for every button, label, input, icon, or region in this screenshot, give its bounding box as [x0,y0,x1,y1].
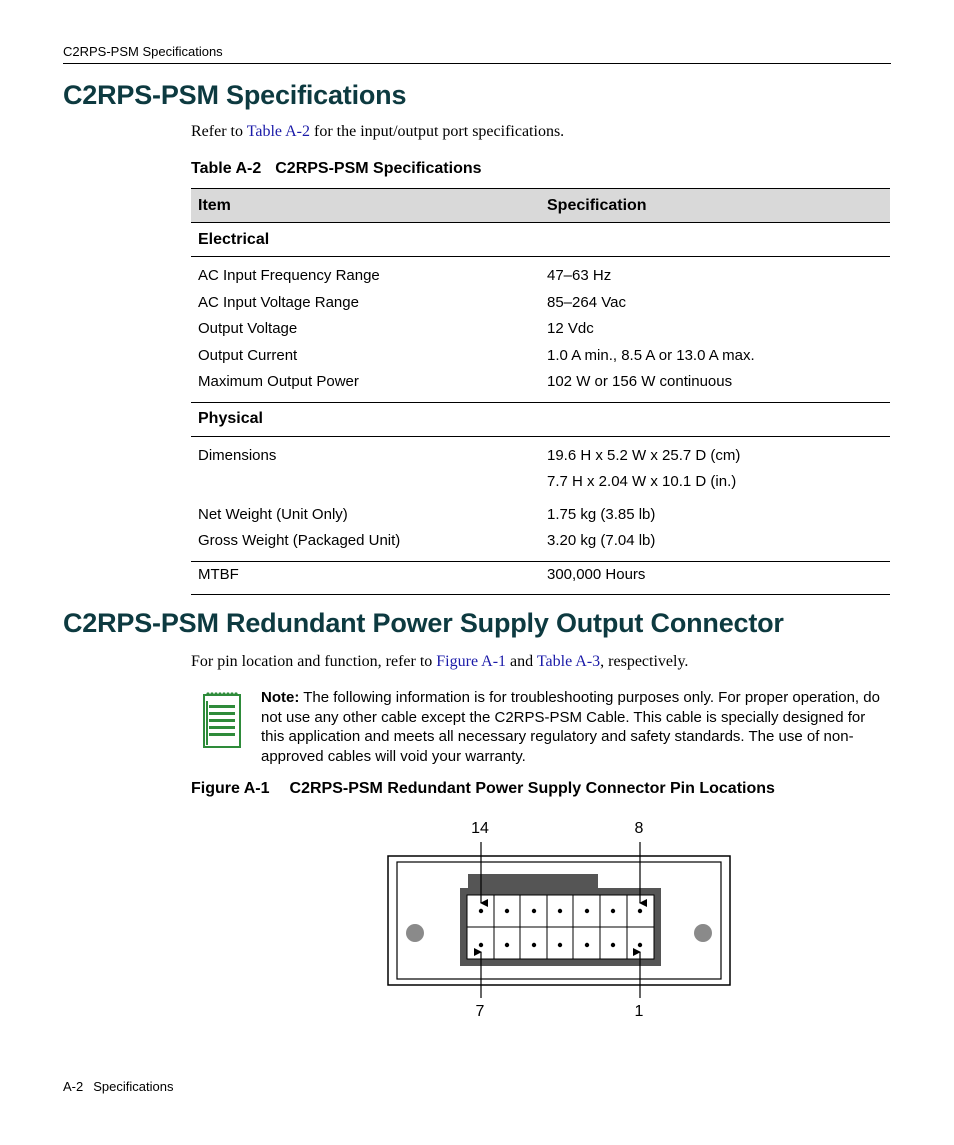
pin-label-1: 1 [634,1003,644,1020]
figure-a1-link[interactable]: Figure A-1 [436,653,507,670]
item-cell: Output Voltage [198,320,298,337]
pin-label-8: 8 [634,820,644,837]
table-row [191,469,890,496]
table-header-row [191,189,890,223]
table-row [191,343,890,370]
intro-text-after: for the input/output port specifications. [310,123,565,140]
section-row-electrical [191,223,890,257]
note-label: Note: [261,689,300,706]
note-pad-icon [200,689,244,751]
table-row [191,436,890,469]
connector-intro-after: , respectively. [600,653,689,670]
header-item: Item [191,189,540,223]
table-caption [191,160,482,178]
footer-page-number: A-2 [63,1079,84,1094]
section-title-specifications: C2RPS-PSM Specifications [63,80,407,110]
spec-cell: 19.6 H x 5.2 W x 25.7 D (cm) [547,446,741,464]
mounting-hole-left [406,924,424,942]
section-row-physical [191,402,890,436]
connector-intro-paragraph [191,653,688,671]
table-row [191,316,890,343]
table-row-mtbf [191,561,890,594]
section-title-output-connector: C2RPS-PSM Redundant Power Supply Output Connector [63,608,784,638]
spec-cell: 102 W or 156 W continuous [540,369,890,402]
table-row [191,496,890,529]
table-row [191,257,890,290]
intro-paragraph [191,123,564,141]
spec-cell: 47–63 Hz [547,267,612,284]
table-caption-label: Table A-2 [191,160,262,177]
item-cell: Gross Weight (Packaged Unit) [191,528,540,561]
spec-cell: 1.75 kg (3.85 lb) [547,505,656,523]
spec-cell: 12 Vdc [547,320,594,337]
item-cell: Net Weight (Unit Only) [198,505,348,523]
spec-table [191,188,890,595]
intro-text-before: Refer to [191,123,247,140]
connector-intro-mid: and [506,653,537,670]
item-cell [191,469,540,496]
item-cell: AC Input Frequency Range [198,267,380,284]
item-cell: Output Current [198,346,298,364]
item-cell: AC Input Voltage Range [198,293,359,311]
table-a3-link[interactable]: Table A-3 [536,653,601,670]
table-row [191,369,890,402]
footer-section: Specifications [93,1079,174,1094]
connector-intro-before: For pin location and function, refer to [191,653,437,670]
section-label-physical: Physical [191,402,890,436]
spec-cell: 7.7 H x 2.04 W x 10.1 D (in.) [547,473,737,490]
figure-caption-label: Figure A-1 [191,780,270,797]
pin-label-14: 14 [471,820,489,837]
item-cell: Maximum Output Power [191,369,540,402]
item-cell: MTBF [191,561,540,594]
table-caption-title: C2RPS-PSM Specifications [275,160,482,177]
header-specification: Specification [540,189,890,223]
section-label-electrical: Electrical [191,223,890,257]
spec-cell: 3.20 kg (7.04 lb) [540,528,890,561]
spec-cell: 300,000 Hours [540,561,890,594]
mounting-hole-right [694,924,712,942]
figure-caption-title: C2RPS-PSM Redundant Power Supply Connector Pin Locations [289,780,775,797]
spec-cell: 85–264 Vac [547,293,626,311]
connector-diagram [385,840,735,1010]
item-cell: Dimensions [198,446,277,464]
note-block [261,688,891,766]
page-footer [63,1079,173,1094]
running-head: C2RPS-PSM Specifications [63,44,223,59]
header-rule [63,63,891,64]
figure-caption [191,780,775,798]
table-row [191,290,890,317]
note-text: The following information is for troubleshooting purposes only. For proper operation, do not use any other cable except the C2RPS-PSM Cable. This cable is specially designed for this application and meets all necessary regulatory and safety standards. The use of non-approved cables will void your warranty. [261,689,880,765]
pin-label-7: 7 [475,1003,485,1020]
spec-cell: 1.0 A min., 8.5 A or 13.0 A max. [547,346,755,364]
table-a2-link[interactable]: Table A-2 [246,123,310,140]
table-row [191,528,890,561]
